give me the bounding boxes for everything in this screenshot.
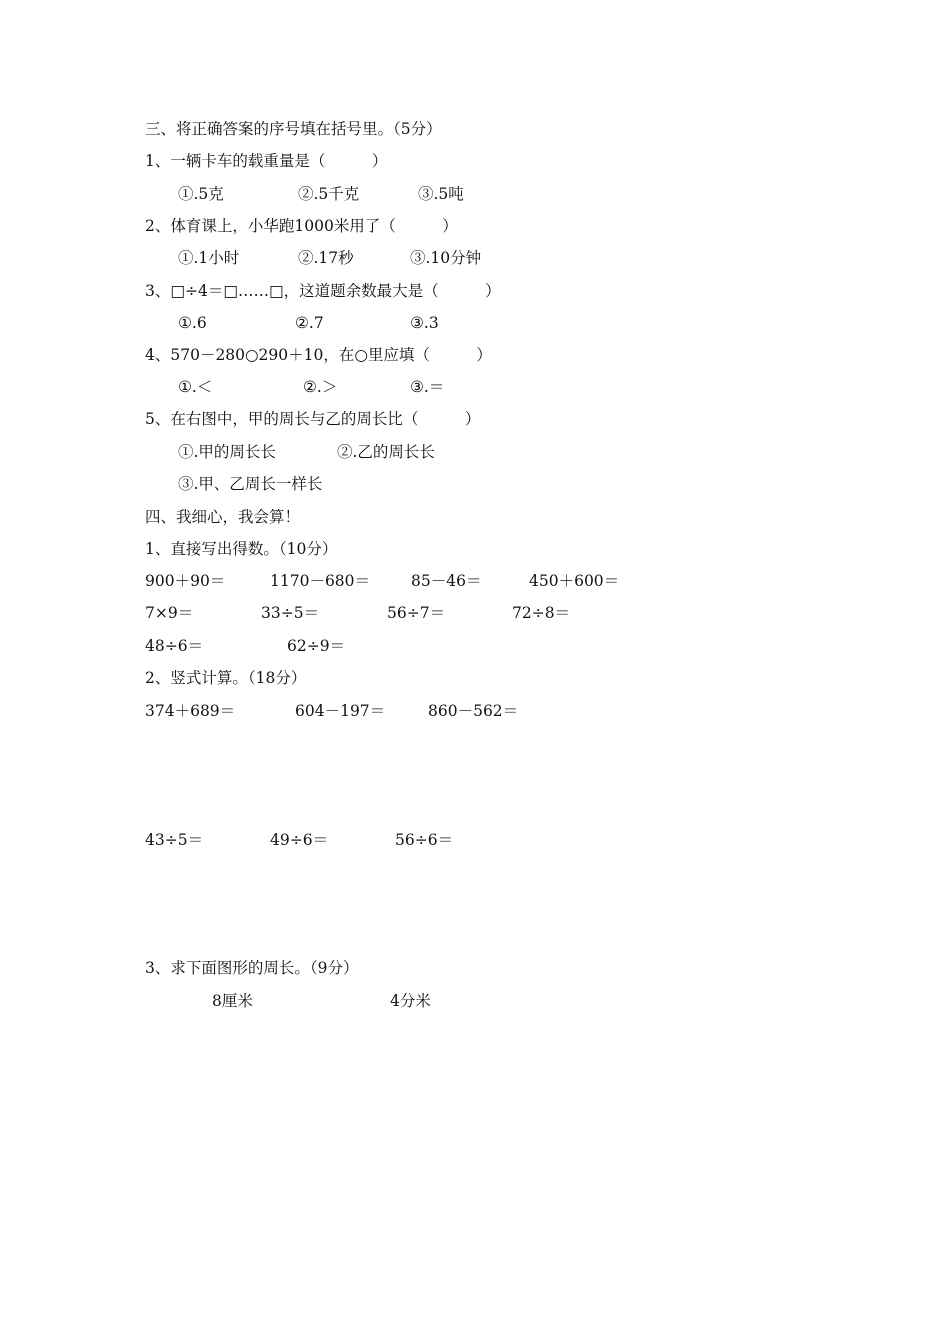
q4-option-1: ①.＜ (178, 378, 213, 396)
q1-option-1: ①.5克 (178, 185, 224, 203)
vertical-calc-item: 860－562＝ (428, 702, 519, 720)
vertical-calc-item: 56÷6＝ (395, 831, 454, 849)
calc-item: 33÷5＝ (261, 604, 320, 622)
calc-item: 62÷9＝ (287, 637, 346, 655)
calc-item: 48÷6＝ (145, 637, 204, 655)
q5-option-1: ①.甲的周长长 (178, 443, 276, 461)
part-2-title: 2、竖式计算。（18分） (145, 669, 307, 687)
q3-option-3: ③.3 (410, 314, 439, 332)
question-3: 3、□÷4＝□……□，这道题余数最大是（ ） (145, 282, 501, 300)
figure-label-1: 8厘米 (212, 992, 253, 1010)
q2-option-1: ①.1小时 (178, 249, 240, 267)
calc-item: 7×9＝ (145, 604, 194, 622)
calc-item: 56÷7＝ (387, 604, 446, 622)
q5-option-2: ②.乙的周长长 (337, 443, 435, 461)
question-4: 4、570－280○290＋10，在○里应填（ ） (145, 346, 492, 364)
q4-option-2: ②.＞ (303, 378, 338, 396)
question-5: 5、在右图中，甲的周长与乙的周长比（ ） (145, 410, 481, 428)
section-3-title: 三、将正确答案的序号填在括号里。（5分） (145, 120, 442, 138)
question-1: 1、一辆卡车的载重量是（ ） (145, 152, 388, 170)
part-3-title: 3、求下面图形的周长。（9分） (145, 959, 359, 977)
calc-item: 72÷8＝ (512, 604, 571, 622)
q1-option-2: ②.5千克 (298, 185, 360, 203)
vertical-calc-item: 43÷5＝ (145, 831, 204, 849)
calc-item: 900＋90＝ (145, 572, 226, 590)
q5-option-3: ③.甲、乙周长一样长 (178, 475, 323, 493)
q1-option-3: ③.5吨 (418, 185, 464, 203)
calc-item: 1170－680＝ (270, 572, 371, 590)
calc-item: 450＋600＝ (529, 572, 620, 590)
vertical-calc-item: 374＋689＝ (145, 702, 236, 720)
section-4-title: 四、我细心，我会算！ (145, 508, 301, 526)
q3-option-1: ①.6 (178, 314, 207, 332)
q4-option-3: ③.＝ (410, 378, 445, 396)
q2-option-2: ②.17秒 (298, 249, 354, 267)
calc-item: 85－46＝ (411, 572, 482, 590)
vertical-calc-item: 49÷6＝ (270, 831, 329, 849)
part-1-title: 1、直接写出得数。（10分） (145, 540, 338, 558)
figure-label-2: 4分米 (390, 992, 431, 1010)
vertical-calc-item: 604－197＝ (295, 702, 386, 720)
q2-option-3: ③.10分钟 (410, 249, 482, 267)
q3-option-2: ②.7 (295, 314, 324, 332)
question-2: 2、体育课上，小华跑1000米用了（ ） (145, 217, 458, 235)
